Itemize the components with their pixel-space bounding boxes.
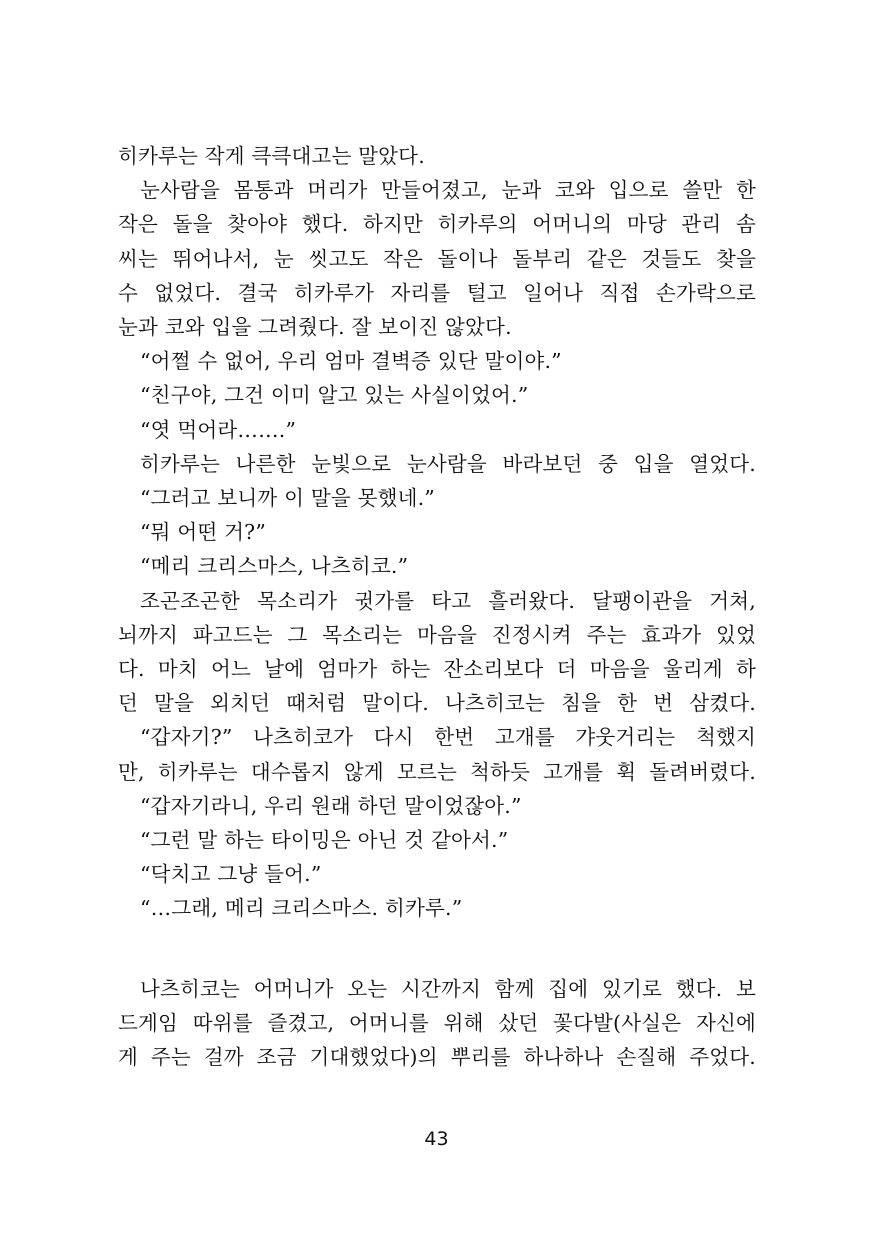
page-number: 43 bbox=[424, 1128, 449, 1150]
paragraph-line: 나츠히코는 어머니가 오는 시간까지 함께 집에 있기로 했다. 보 bbox=[140, 977, 756, 1001]
paragraph-line: 만, 히카루는 대수롭지 않게 모르는 척하듯 고개를 휙 돌려버렸다. bbox=[118, 759, 756, 784]
paragraph-line: 히카루는 작게 큭큭대고는 말았다. bbox=[118, 144, 425, 168]
paragraph-line: 뇌까지 파고드는 그 목소리는 마음을 진정시켜 주는 효과가 있었 bbox=[118, 622, 756, 647]
dialogue-line: “그런 말 하는 타이밍은 아닌 것 같아서.” bbox=[140, 828, 509, 853]
dialogue-line: “갑자기라니, 우리 원래 하던 말이었잖아.” bbox=[140, 793, 522, 818]
dialogue-line: “뭐 어떤 거?” bbox=[140, 520, 266, 545]
paragraph-line: 조곤조곤한 목소리가 귓가를 타고 흘러왔다. 달팽이관을 거쳐, bbox=[140, 588, 756, 613]
body-text-section-1 bbox=[118, 139, 756, 926]
body-text-section-2 bbox=[118, 972, 756, 1075]
dialogue-line: “그러고 보니까 이 말을 못했네.” bbox=[140, 486, 435, 511]
paragraph-line: 수 없었다. 결국 히카루가 자리를 털고 일어나 직접 손가락으로 bbox=[118, 280, 756, 305]
dialogue-line: “…그래, 메리 크리스마스. 히카루.” bbox=[140, 896, 463, 921]
paragraph-line: 눈사람을 몸통과 머리가 만들어졌고, 눈과 코와 입으로 쓸만 한 bbox=[140, 178, 756, 203]
paragraph-line: 눈과 코와 입을 그려줬다. 잘 보이진 않았다. bbox=[118, 315, 512, 340]
dialogue-line: “엿 먹어라…….” bbox=[140, 417, 297, 442]
dialogue-line: “어쩔 수 없어, 우리 엄마 결벽증 있단 말이야.” bbox=[140, 349, 562, 374]
paragraph-line: 히카루는 나른한 눈빛으로 눈사람을 바라보던 중 입을 열었다. bbox=[140, 451, 756, 476]
paragraph-line: 씨는 뛰어나서, 눈 씻고도 작은 돌이나 돌부리 같은 것들도 찾을 bbox=[118, 246, 756, 271]
paragraph-line: 던 말을 외치던 때처럼 말이다. 나츠히코는 침을 한 번 삼켰다. bbox=[118, 691, 756, 716]
paragraph-line: 작은 돌을 찾아야 했다. 하지만 히카루의 어머니의 마당 관리 솜 bbox=[118, 212, 756, 237]
dialogue-line: “닥치고 그냥 들어.” bbox=[140, 862, 322, 887]
paragraph-line: 게 주는 걸까 조금 기대했었다)의 뿌리를 하나하나 손질해 주었다. bbox=[118, 1045, 756, 1070]
dialogue-line: “친구야, 그건 이미 알고 있는 사실이었어.” bbox=[140, 383, 529, 408]
dialogue-line: “메리 크리스마스, 나츠히코.” bbox=[140, 554, 409, 579]
paragraph-line: 드게임 따위를 즐겼고, 어머니를 위해 샀던 꽃다발(사실은 자신에 bbox=[118, 1011, 756, 1036]
dialogue-line: “갑자기?” 나츠히코가 다시 한번 고개를 갸웃거리는 척했지 bbox=[140, 725, 756, 750]
paragraph-line: 다. 마치 어느 날에 엄마가 하는 잔소리보다 더 마음을 울리게 하 bbox=[118, 657, 756, 682]
